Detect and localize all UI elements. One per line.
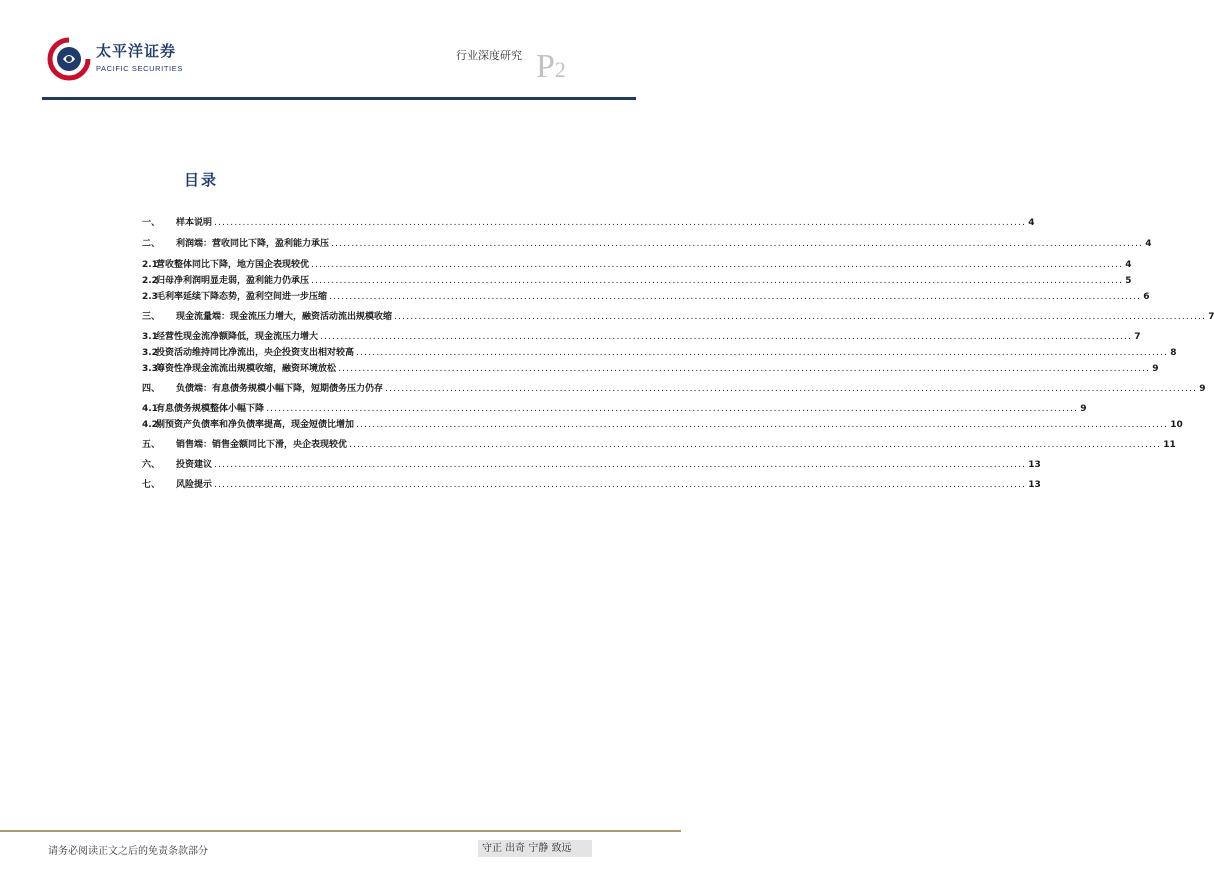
toc-entry-number: 六、 bbox=[142, 460, 161, 470]
header-divider bbox=[42, 97, 636, 100]
toc-entry-page: 9 bbox=[1080, 404, 1087, 414]
toc-entry-page: 13 bbox=[1028, 460, 1041, 470]
toc-dot-leader: ........................................................................................................................................................................................................ bbox=[356, 348, 1169, 358]
toc-entry-title: 营收整体同比下降，地方国企表现较优 bbox=[156, 260, 310, 270]
toc-entry-page: 7 bbox=[1134, 332, 1141, 342]
toc-entry-number: 二、 bbox=[142, 239, 161, 249]
toc-entry-title: 投资活动维持同比净流出，央企投资支出相对较高 bbox=[156, 348, 355, 358]
toc-dot-leader: ........................................................................................................................................................................................................ bbox=[214, 480, 1027, 490]
toc-entry-title: 利润端：营收同比下降，盈利能力承压 bbox=[176, 239, 330, 249]
company-motto bbox=[478, 840, 592, 857]
toc-entry-title: 有息债务规模整体小幅下降 bbox=[156, 404, 265, 414]
toc-entry[interactable] bbox=[142, 417, 1183, 430]
toc-entry[interactable] bbox=[142, 329, 1141, 342]
toc-entry-number: 4.1 bbox=[142, 404, 158, 414]
toc-entry[interactable] bbox=[142, 361, 1159, 374]
toc-entry-title: 负债端：有息债务规模小幅下降，短期债务压力仍存 bbox=[176, 384, 384, 394]
toc-entry-title: 毛利率延续下降态势，盈利空间进一步压缩 bbox=[156, 292, 328, 302]
toc-entry-title: 剔预资产负债率和净负债率提高，现金短债比增加 bbox=[156, 420, 355, 430]
toc-entry[interactable] bbox=[142, 345, 1177, 358]
toc-entry-title: 经营性现金流净额降低，现金流压力增大 bbox=[156, 332, 319, 342]
toc-entry-title: 现金流量端：现金流压力增大，融资活动流出规模收缩 bbox=[176, 312, 393, 322]
toc-entry-number: 三、 bbox=[142, 312, 161, 322]
toc-entry[interactable] bbox=[142, 437, 1176, 450]
toc-dot-leader: ........................................................................................................................................................................................................ bbox=[311, 260, 1124, 270]
toc-entry-number: 一、 bbox=[142, 218, 161, 228]
brand-name-en: PACIFIC SECURITIES bbox=[96, 64, 183, 73]
toc-entry-page: 4 bbox=[1028, 218, 1035, 228]
toc-entry-page: 10 bbox=[1170, 420, 1183, 430]
toc-entry-title: 样本说明 bbox=[176, 218, 213, 228]
toc-entry-number: 2.2 bbox=[142, 276, 158, 286]
toc-entry[interactable] bbox=[142, 401, 1087, 414]
toc-entry-number: 五、 bbox=[142, 440, 161, 450]
toc-title: 目录 bbox=[184, 171, 219, 189]
toc-entry[interactable] bbox=[142, 381, 1206, 394]
toc-dot-leader: ........................................................................................................................................................................................................ bbox=[266, 404, 1079, 414]
toc-entry-page: 13 bbox=[1028, 480, 1041, 490]
toc-entry-number: 3.1 bbox=[142, 332, 158, 342]
toc-dot-leader: ........................................................................................................................................................................................................ bbox=[214, 218, 1027, 228]
toc-dot-leader: ........................................................................................................................................................................................................ bbox=[338, 364, 1151, 374]
toc-entry-title: 风险提示 bbox=[176, 480, 213, 490]
toc-dot-leader: ........................................................................................................................................................................................................ bbox=[329, 292, 1142, 302]
toc-entry[interactable] bbox=[142, 273, 1132, 286]
toc-dot-leader: ........................................................................................................................................................................................................ bbox=[349, 440, 1162, 450]
toc-dot-leader: ........................................................................................................................................................................................................ bbox=[214, 460, 1027, 470]
toc-entry-page: 7 bbox=[1208, 312, 1214, 322]
toc-entry-title: 筹资性净现金流流出规模收缩，融资环境放松 bbox=[156, 364, 337, 374]
toc-entry-number: 4.2 bbox=[142, 420, 158, 430]
toc-entry-number: 七、 bbox=[142, 480, 161, 490]
toc-entry[interactable] bbox=[142, 309, 1214, 322]
toc-entry-title: 归母净利润明显走弱，盈利能力仍承压 bbox=[156, 276, 310, 286]
toc-entry-page: 9 bbox=[1199, 384, 1206, 394]
disclaimer-text: 请务必阅读正文之后的免责条款部分 bbox=[48, 846, 208, 857]
toc-dot-leader: ........................................................................................................................................................................................................ bbox=[356, 420, 1169, 430]
toc-entry[interactable] bbox=[142, 289, 1150, 302]
toc-dot-leader: ........................................................................................................................................................................................................ bbox=[320, 332, 1133, 342]
toc-entry-page: 4 bbox=[1125, 260, 1132, 270]
toc-entry[interactable] bbox=[142, 477, 1041, 490]
toc-entry-number: 2.1 bbox=[142, 260, 158, 270]
page-number bbox=[536, 50, 566, 84]
motto-text: 守正 出奇 宁静 致远 bbox=[482, 843, 572, 854]
toc-entry-number: 2.3 bbox=[142, 292, 158, 302]
toc-entry-number: 四、 bbox=[142, 384, 161, 394]
toc-entry[interactable] bbox=[142, 257, 1132, 270]
toc-entry[interactable] bbox=[142, 236, 1152, 249]
toc-entry-number: 3.2 bbox=[142, 348, 158, 358]
toc-entry[interactable] bbox=[142, 457, 1041, 470]
toc-entry-page: 5 bbox=[1125, 276, 1132, 286]
company-logo bbox=[46, 34, 186, 86]
toc-dot-leader: ........................................................................................................................................................................................................ bbox=[311, 276, 1124, 286]
toc-entry-page: 4 bbox=[1145, 239, 1152, 249]
footer-divider bbox=[0, 830, 681, 832]
toc-entry[interactable] bbox=[142, 215, 1035, 228]
toc-entry-title: 投资建议 bbox=[176, 460, 213, 470]
toc-dot-leader: ........................................................................................................................................................................................................ bbox=[394, 312, 1207, 322]
brand-name-cn: 太平洋证券 bbox=[96, 42, 177, 60]
report-type: 行业深度研究 bbox=[456, 49, 522, 62]
toc-entry-page: 11 bbox=[1163, 440, 1176, 450]
toc-dot-leader: ........................................................................................................................................................................................................ bbox=[385, 384, 1198, 394]
toc-entry-page: 9 bbox=[1152, 364, 1159, 374]
toc-entry-page: 8 bbox=[1170, 348, 1177, 358]
toc-dot-leader: ........................................................................................................................................................................................................ bbox=[331, 239, 1144, 249]
toc-entry-page: 6 bbox=[1143, 292, 1150, 302]
page-letter: P bbox=[536, 48, 555, 85]
toc-entry-number: 3.3 bbox=[142, 364, 158, 374]
toc-entry-title: 销售端：销售金额同比下滑，央企表现较优 bbox=[176, 440, 348, 450]
pacific-securities-logo-icon bbox=[46, 34, 92, 84]
page-digit: 2 bbox=[554, 57, 566, 82]
